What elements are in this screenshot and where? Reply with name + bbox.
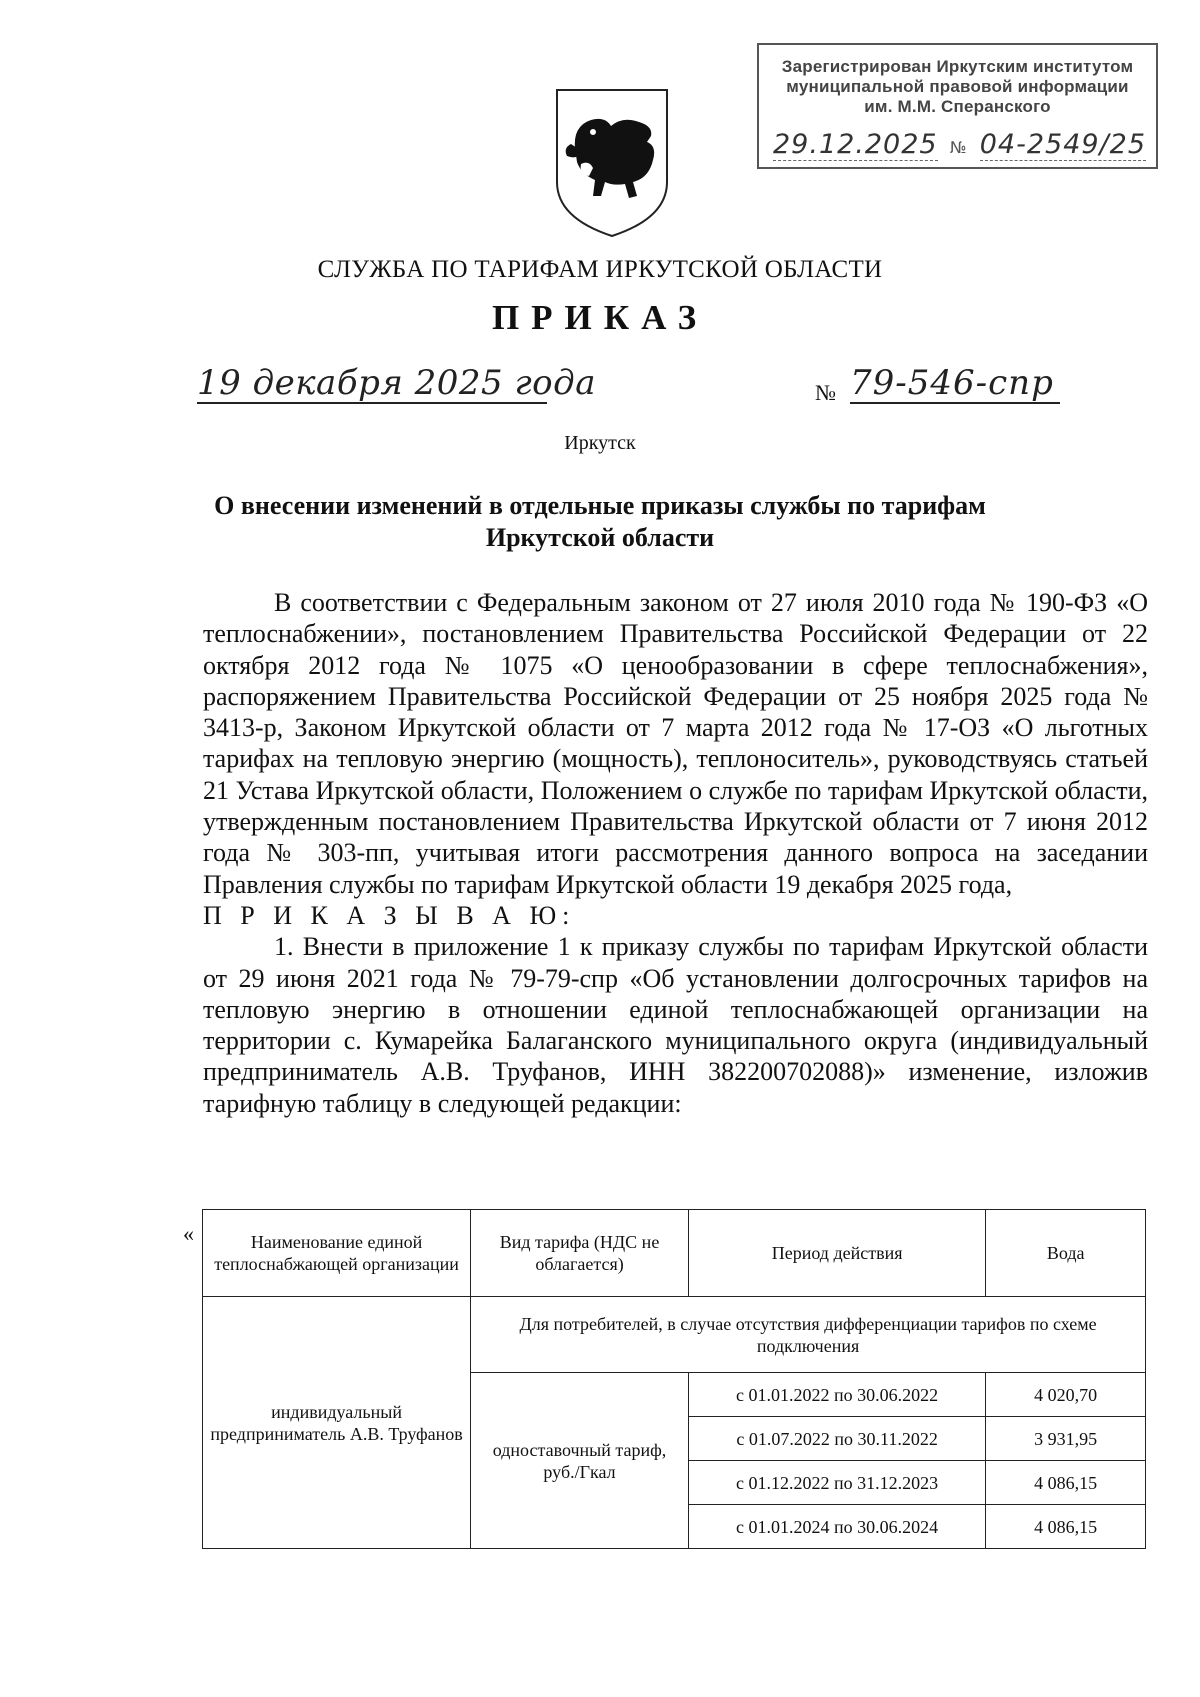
header-tariff-type: Вид тарифа (НДС не облагается) [471, 1210, 689, 1297]
stamp-number-mark: № [949, 138, 968, 157]
city: Иркутск [564, 432, 636, 454]
tariff-table [202, 1209, 1146, 1549]
order-number-label: № [815, 380, 836, 405]
order-date-handwritten: 19 декабря 2025 года [197, 363, 596, 403]
group-label-cell: Для потребителей, в случае отсутствия дифференциации тарифов по схеме подключения [471, 1297, 1146, 1373]
header-org: Наименование единой теплоснабжающей организации [203, 1210, 471, 1297]
value-cell: 3 931,95 [986, 1417, 1146, 1461]
document-type: ПРИКАЗ [491, 298, 709, 337]
tariff-type-cell: одноставочный тариф, руб./Гкал [471, 1373, 689, 1549]
preamble-paragraph: В соответствии с Федеральным законом от 27 июля 2010 года № 190-ФЗ «О теплоснабжении», постановлением Правительства Российской Федерации от 22 октября 2012 года № 1075 «О ценообразовании в сфере теплоснабжения», распоряжением Правительства Российской Федерации от 25 ноября 2025 года № 3413-р, Законом Иркутской области от 7 марта 2012 года № 17-ОЗ «О льготных тарифах на тепловую энергию (мощность), теплоноситель», руководствуясь статьей 21 Устава Иркутской области, Положением о службе по тарифам Иркутской области, утвержденным постановлением Правительства Иркутской области от 7 июня 2012 года № 303-пп, учитывая итоги рассмотрения данного вопроса на заседании Правления службы по тарифам Иркутской области 19 декабря 2025 года, [203, 588, 1148, 899]
org-name-cell: индивидуальный предприниматель А.В. Труфанов [203, 1297, 471, 1549]
table-header-row [203, 1210, 1146, 1297]
table-row [203, 1297, 1146, 1373]
period-cell: с 01.07.2022 по 30.11.2022 [688, 1417, 985, 1461]
stamp-line-3: им. М.М. Сперанского [864, 97, 1051, 116]
irkutsk-coat-of-arms-icon [553, 86, 671, 238]
period-cell: с 01.12.2022 по 31.12.2023 [688, 1461, 985, 1505]
stamp-line-2: муниципальной правовой информации [786, 77, 1129, 96]
period-cell: с 01.01.2022 по 30.06.2022 [688, 1373, 985, 1417]
value-cell: 4 020,70 [986, 1373, 1146, 1417]
header-water: Вода [986, 1210, 1146, 1297]
order-number-handwritten: 79-546-спр [850, 364, 1060, 404]
quote-open-mark: « [183, 1221, 194, 1246]
stamp-reg-date: 29.12.2025 [773, 129, 938, 160]
agency-name: СЛУЖБА ПО ТАРИФАМ ИРКУТСКОЙ ОБЛАСТИ [317, 256, 883, 283]
value-cell: 4 086,15 [986, 1461, 1146, 1505]
title-line-2: Иркутской области [485, 523, 715, 552]
title-line-1: О внесении изменений в отдельные приказы службы по тарифам [214, 491, 986, 520]
order-word: П Р И К А З Ы В А Ю: [203, 900, 576, 930]
stamp-line-1: Зарегистрирован Иркутским институтом [781, 57, 1134, 76]
stamp-registration [773, 129, 1146, 161]
stamp-reg-number: 04-2549/25 [979, 129, 1146, 160]
header-period: Период действия [688, 1210, 985, 1297]
registration-stamp [757, 43, 1158, 169]
item-1-paragraph: 1. Внести в приложение 1 к приказу службы по тарифам Иркутской области от 29 июня 2021 года № 79-79-спр «Об установлении долгосрочных тарифов на тепловую энергию в отношении единой теплоснабжающей организации на территории с. Кумарейка Балаганского муниципального округа (индивидуальный предприниматель А.В. Труфанов, ИНН 382200702088)» изменение, изложив тарифную таблицу в следующей редакции: [203, 932, 1148, 1118]
document-title [160, 490, 1040, 554]
value-cell: 4 086,15 [986, 1505, 1146, 1549]
period-cell: с 01.01.2024 по 30.06.2024 [688, 1505, 985, 1549]
document-body [203, 587, 1148, 1119]
